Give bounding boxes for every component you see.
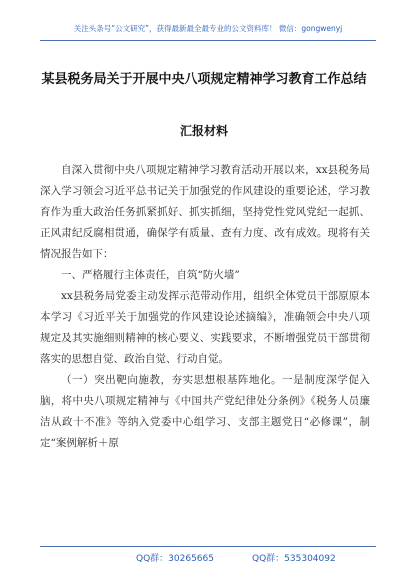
footer-bar [40,546,376,565]
section-heading-1: 一、严格履行主体责任，自筑“防火墙” [61,269,240,281]
document-subtitle: 汇报材料 [179,124,228,138]
document-title: 某县税务局关于开展中央八项规定精神学习教育工作总结 [41,72,367,87]
footer-qq-group-2: QQ群：535304092 [252,554,336,564]
header-banner [40,18,376,41]
intro-paragraph: 自深入贯彻中央八项规定精神学习教育活动开展以来，xx县税务局深入学习领会习近平总书记关于加强党的作风建设的重要论述，学习教育作为重大政治任务抓紧抓好、抓实抓细，坚持党性党风党纪一起抓、正风肃纪反腐相贯通，确保学有质量、查有力度、改有成效。现将有关情况报告如下： [40,164,370,260]
document-body [40,160,370,454]
header-banner-text: 关注头条号“公文研究”，获得最新最全最专业的公文资料库！ 微信：gongwenyj [73,24,343,33]
body-paragraph-2: （一）突出靶向施教，夯实思想根基阵地化。一是制度深学促入脑，将中央八项规定精神与《中国共产党纪律处分条例》《税务人员廉洁从政十不准》等纳入党委中心组学习、支部主题党日“必修课”，制定“案例解析＋原 [40,374,370,449]
body-paragraph-1: xx县税务局党委主动发挥示范带动作用，组织全体党员干部原原本本学习《习近平关于加强党的作风建设论述摘编》，准确领会中央八项规定及其实施细则精神的核心要义、实践要求，不断增强党员干部贯彻落实的思想自觉、政治自觉、行动自觉。 [40,290,370,365]
footer-qq-group-1: QQ群：30265665 [136,554,214,564]
